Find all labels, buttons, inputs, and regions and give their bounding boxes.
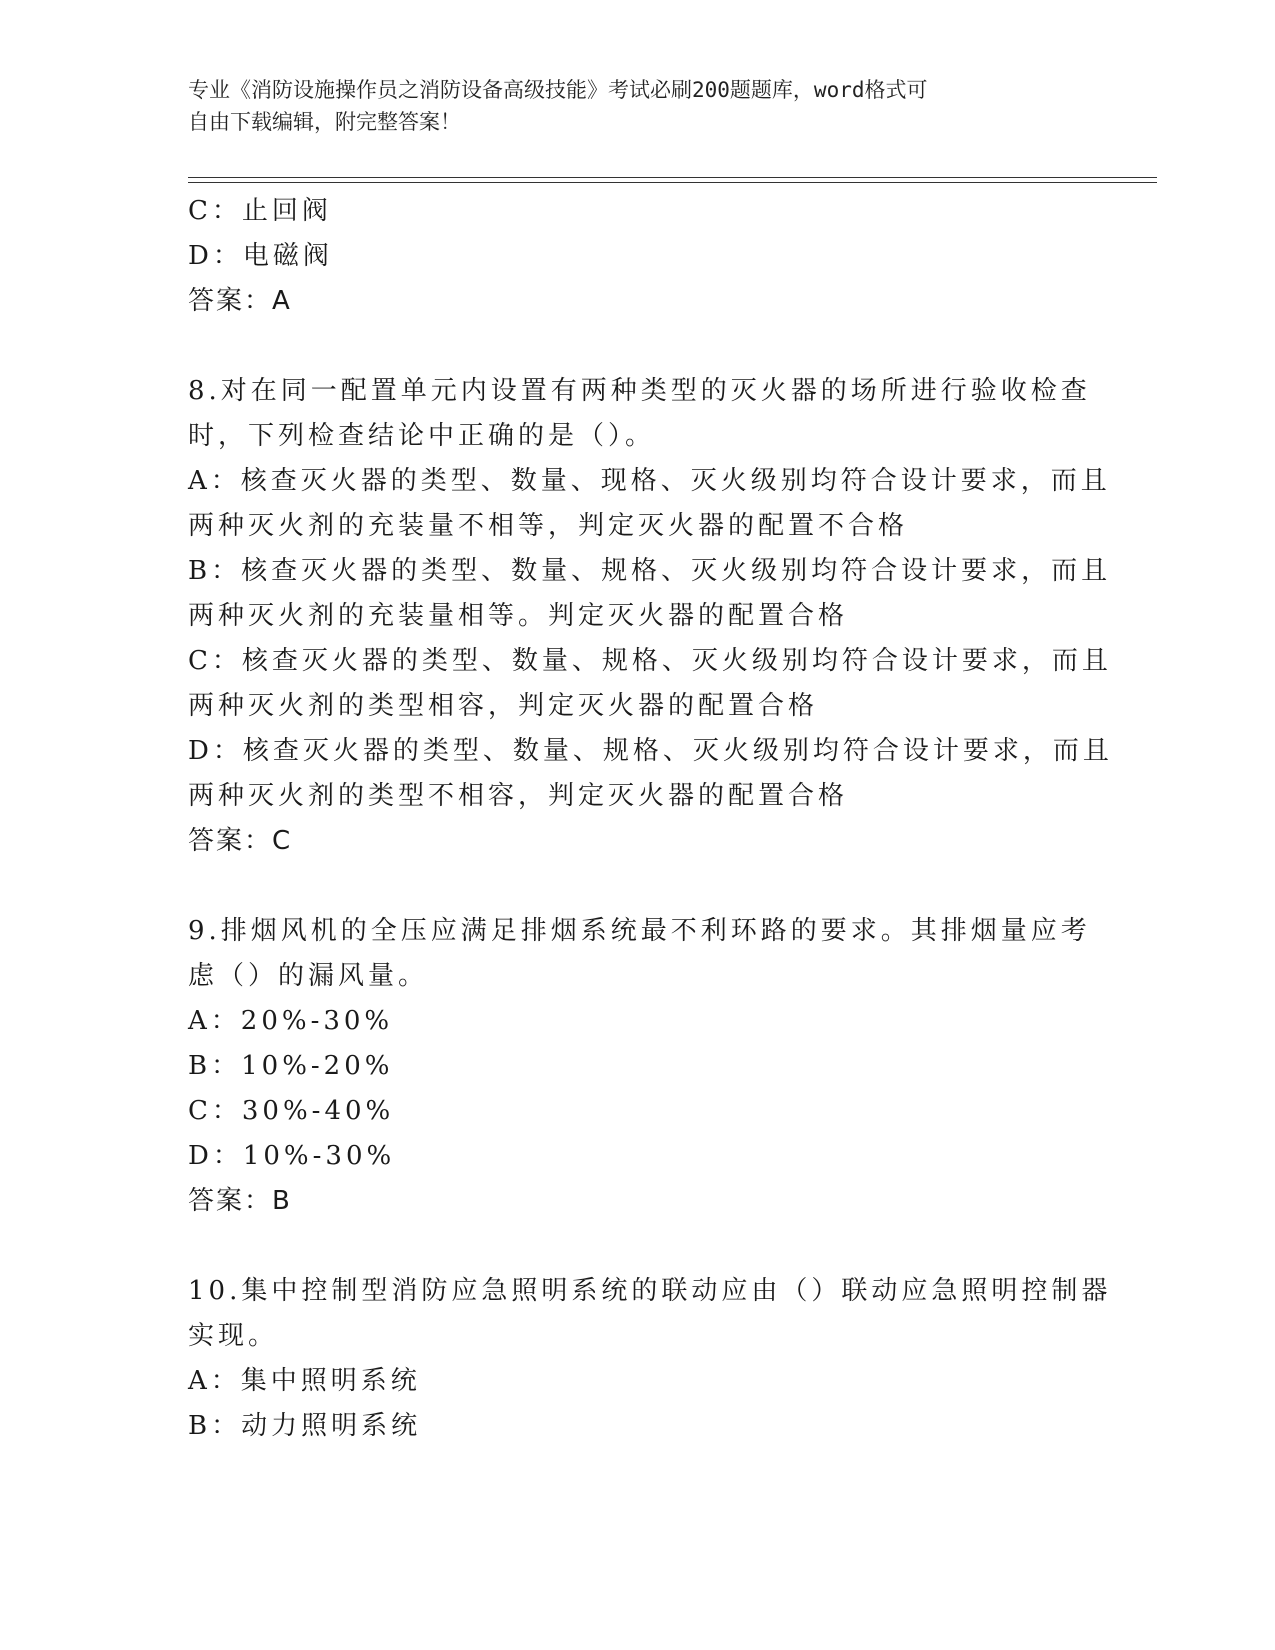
document-header — [188, 74, 1068, 138]
q8-option-a-line-1: A：核查灭火器的类型、数量、现格、灭火级别均符合设计要求，而且 — [188, 466, 1111, 496]
q10-option-a: A：集中照明系统 — [188, 1366, 421, 1396]
q9-answer: 答案：B — [188, 1186, 292, 1216]
q9-option-b: B：10%-20% — [188, 1051, 394, 1081]
header-line-1: 专业《消防设施操作员之消防设备高级技能》考试必刷200题题库，word格式可 — [188, 78, 928, 102]
q8-option-b-line-2: 两种灭火剂的充装量相等。判定灭火器的配置合格 — [188, 601, 849, 631]
q9-option-c: C：30%-40% — [188, 1096, 395, 1126]
q8-option-b-line-1: B：核查灭火器的类型、数量、规格、灭火级别均符合设计要求，而且 — [188, 556, 1112, 586]
q8-option-c-line-2: 两种灭火剂的类型相容，判定灭火器的配置合格 — [188, 691, 819, 721]
q8-option-c-line-1: C：核查灭火器的类型、数量、规格、灭火级别均符合设计要求，而且 — [188, 646, 1112, 676]
q9-stem-line-1: 9.排烟风机的全压应满足排烟系统最不利环路的要求。其排烟量应考 — [188, 916, 1091, 946]
q8-option-d-line-2: 两种灭火剂的类型不相容，判定灭火器的配置合格 — [188, 781, 849, 811]
header-divider-top — [188, 177, 1157, 178]
q8-option-a-line-2: 两种灭火剂的充装量不相等，判定灭火器的配置不合格 — [188, 511, 909, 541]
q9-option-d: D：10%-30% — [188, 1141, 396, 1171]
q10-stem-line-2: 实现。 — [188, 1321, 279, 1351]
q9-stem-line-2: 虑（）的漏风量。 — [188, 961, 429, 991]
q10-option-b: B：动力照明系统 — [188, 1411, 422, 1441]
q8-option-d-line-1: D：核查灭火器的类型、数量、规格、灭火级别均符合设计要求，而且 — [188, 736, 1113, 766]
prev-option-d: D：电磁阀 — [188, 241, 333, 271]
q8-stem-line-1: 8.对在同一配置单元内设置有两种类型的灭火器的场所进行验收检查 — [188, 376, 1091, 406]
q8-stem-line-2: 时，下列检查结论中正确的是（）。 — [188, 421, 656, 451]
header-line-2: 自由下载编辑，附完整答案！ — [188, 110, 461, 134]
prev-option-c: C：止回阀 — [188, 196, 332, 226]
q9-option-a: A：20%-30% — [188, 1006, 394, 1036]
prev-answer: 答案：A — [188, 286, 292, 316]
header-divider-bottom — [188, 182, 1157, 183]
q10-stem-line-1: 10.集中控制型消防应急照明系统的联动应由（）联动应急照明控制器 — [188, 1276, 1112, 1306]
q8-answer: 答案：C — [188, 826, 293, 856]
